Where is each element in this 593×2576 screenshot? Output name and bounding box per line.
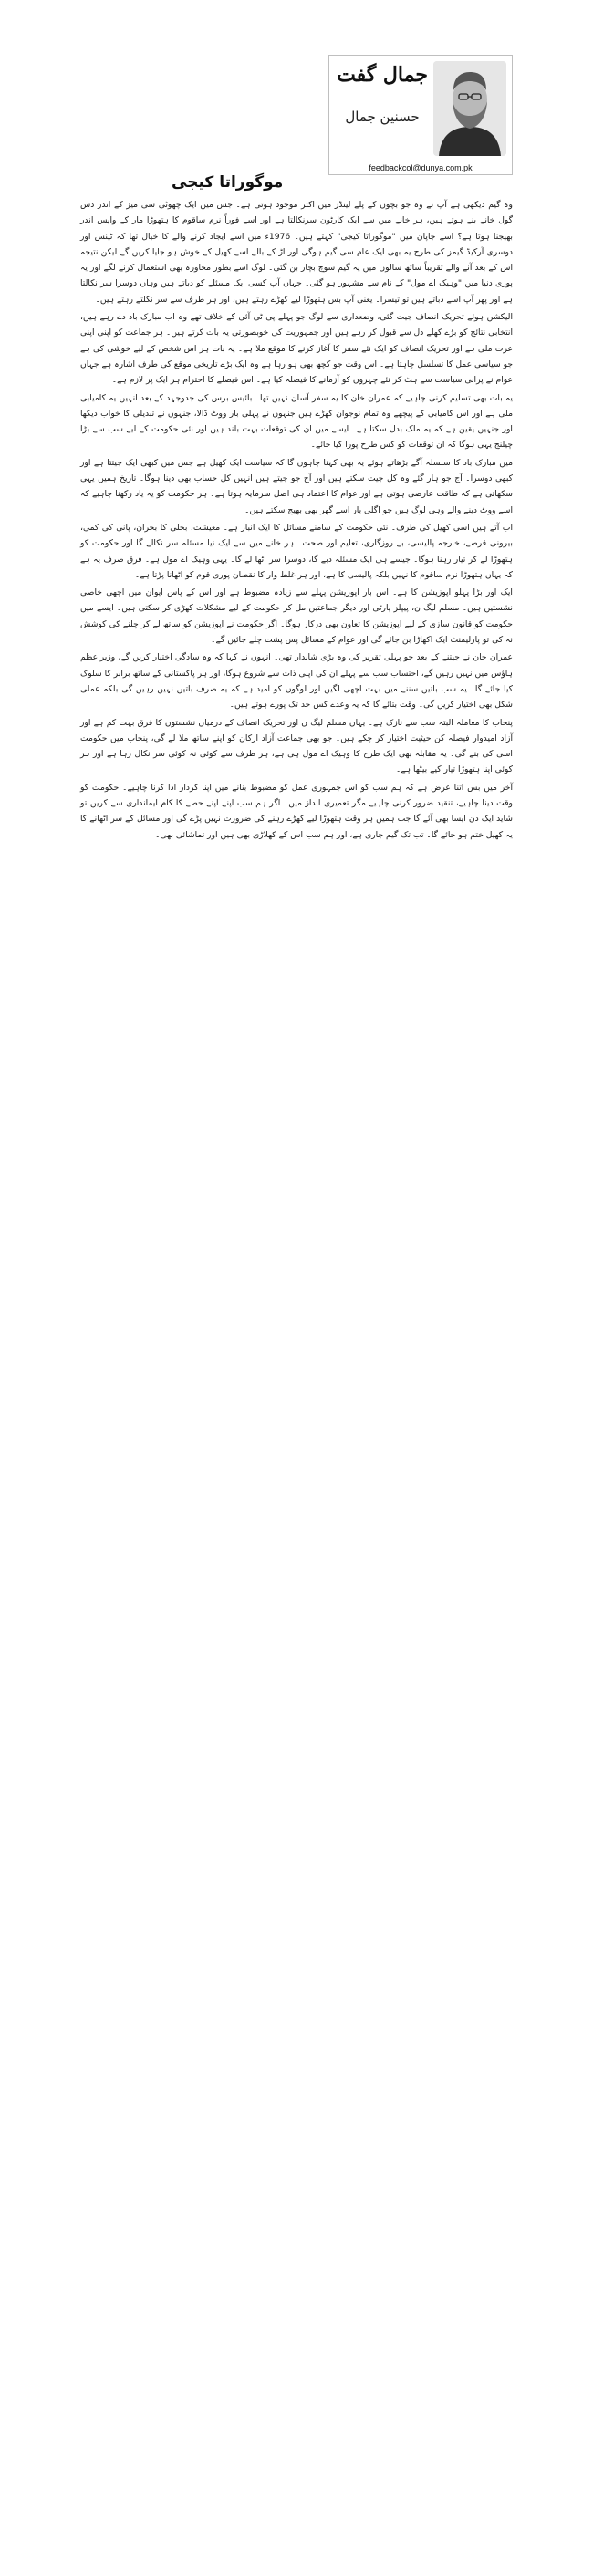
author-name: حسنین جمال xyxy=(345,109,420,125)
author-email: feedbackcol@dunya.com.pk xyxy=(369,163,473,172)
newspaper-column xyxy=(80,0,513,2576)
column-headline: موگوراتا کیجی xyxy=(172,173,284,192)
author-portrait xyxy=(433,61,506,156)
article-paragraph: وہ گیم دیکھی ہے آپ نے وہ جو بچوں کے پلے لینڈز میں اکثر موجود ہوتی ہے۔ جس میں ایک چھوٹی سی میز کے اندر دس گول خانے بنے ہوتے ہیں، ہر خانے میں سے ایک کارٹون سرنکالتا ہے اور اسے فوراً نرم ساقوم کا ہتھوڑا مار کے واپس اندر بھیجنا ہوتا ہے؟ اسے جاپان میں "موگوراتا کیجی" کہتے ہیں۔ 1976ء میں اسے ایجاد کرنے والے کا خیال تھا کہ ٹینس اور دوسری آرکیڈ گیمز کی طرح یہ بھی ایک عام سی گیم ہوگی اور اڑ کے بالے اسے کھیل کے خوش ہو جایا کریں گے لیکن نتیجہ اس کے بعد آنے والے تقریباً ساتھ سالوں میں یہ گیم سوچ بچار بن گئی۔ لوگ اسے بطور محاورہ بھی استعمال کرنے لگے اور یہ پوری دنیا میں "وہیک اے مول" کے نام سے مشہور ہو گئی۔ جہاں آپ کسی ایک مسئلے کو دباتے ہیں وہاں دوسرا سر نکالتا ہے اور پھر آپ اسے دباتے ہیں تو تیسرا۔ یعنی آپ بس ہتھوڑا لیے کھڑے رہتے ہیں، اور ہر طرف سے سر نکلتے رہتے ہیں۔ xyxy=(80,200,513,305)
article-paragraph: میں مبارک باد کا سلسلہ آگے بڑھاتے ہوئے یہ بھی کہنا چاہوں گا کہ سیاست ایک کھیل ہے جس میں کبھی ایک جیتتا ہے اور کبھی دوسرا۔ آج جو ہار گئے وہ کل جیت سکتے ہیں اور آج جو جیتے ہیں انہیں کل حساب بھی دینا ہوگا۔ تاریخ ہمیں یہی سکھاتی ہے کہ طاقت عارضی ہوتی ہے اور عوام کا اعتماد ہی اصل سرمایہ ہوتا ہے۔ ہر حکومت کو یہ یاد رکھنا چاہیے کہ اسے ووٹ دینے والے وہی لوگ ہیں جو اگلی بار اسے گھر بھی بھیج سکتے ہیں۔ xyxy=(80,457,513,515)
column-header xyxy=(80,0,513,197)
column-brand-title: جمال گفت xyxy=(337,63,428,87)
article-paragraph: الیکشن ہوئے تحریک انصاف جیت گئی، وضعداری سے لوگ جو پہلے پی ٹی آئی کے خلاف تھے وہ اب مبارک باد دے رہے ہیں، انتخابی نتائج کو بڑے کھلے دل سے قبول کر رہے ہیں اور جمہوریت کی خوبصورتی یہ بات کرتے ہیں۔ ہر جماعت کو اپنی اپنی عزت ملی ہے اور تحریک انصاف کو ایک نئے سفر کا آغاز کرنے کا موقع ملا ہے۔ یہ بات ہر اس شخص کے لیے خوشی کی ہے جو سیاسی عمل کا تسلسل چاہتا ہے۔ اس وقت جو کچھ بھی ہو رہا ہے وہ ایک بڑے تاریخی موقع کی طرف اشارہ ہے جہاں عوام نے پرانی سیاست سے ہٹ کر نئے چہروں کو آزمانے کا فیصلہ کیا ہے۔ اس فیصلے کا احترام ہر ایک پر لازم ہے۔ xyxy=(80,312,513,386)
article-paragraph: پنجاب کا معاملہ البتہ سب سے نازک ہے۔ یہاں مسلم لیگ ن اور تحریک انصاف کے درمیان نشستوں کا فرق بہت کم ہے اور آزاد امیدوار فیصلہ کن حیثیت اختیار کر چکے ہیں۔ جو بھی جماعت آزاد ارکان کو اپنے ساتھ ملا لے گی، پنجاب میں حکومت اسی کی بنے گی۔ یہ مقابلہ بھی ایک طرح کا وہیک اے مول ہی ہے، ہر طرف سے کوئی نہ کوئی سر نکال رہا ہے اور ہر کوئی اپنا ہتھوڑا تیار کیے بیٹھا ہے۔ xyxy=(80,717,513,775)
article-paragraph: ایک اور بڑا پہلو اپوزیشن کا ہے۔ اس بار اپوزیشن پہلے سے زیادہ مضبوط ہے اور اس کے پاس ایوان میں اچھی خاصی نشستیں ہیں۔ مسلم لیگ ن، پیپلز پارٹی اور دیگر جماعتیں مل کر حکومت کے لیے مشکلات کھڑی کر سکتی ہیں۔ ایسے میں حکومت کو قانون سازی کے لیے اپوزیشن کا تعاون بھی درکار ہوگا۔ اگر حکومت نے اپوزیشن کو ساتھ لے کر چلنے کی کوشش نہ کی تو پارلیمنٹ ایک اکھاڑا بن جائے گی اور عوام کے مسائل پس پشت چلے جائیں گے۔ xyxy=(80,587,513,646)
article-body xyxy=(80,197,513,843)
article-paragraph: آخر میں بس اتنا عرض ہے کہ ہم سب کو اس جمہوری عمل کو مضبوط بنانے میں اپنا کردار ادا کرنا چاہیے۔ حکومت کو وقت دینا چاہیے، تنقید ضرور کرنی چاہیے مگر تعمیری انداز میں۔ اگر ہم سب اپنے اپنے حصے کا کام ایمانداری سے کریں تو شاید ایک دن ایسا بھی آئے گا جب ہمیں ہر وقت ہتھوڑا لیے کھڑے رہنے کی ضرورت نہیں پڑے گی اور مسائل کے سر اٹھانے کا یہ کھیل ختم ہو جائے گا۔ تب تک گیم جاری ہے، اور ہم سب اس کے کھلاڑی بھی ہیں اور تماشائی بھی۔ xyxy=(80,782,513,840)
author-box xyxy=(328,55,513,175)
article-paragraph: عمران خان نے جیتنے کے بعد جو پہلی تقریر کی وہ بڑی شاندار تھی۔ انہوں نے کہا کہ وہ سادگی اختیار کریں گے، وزیراعظم ہاؤس میں نہیں رہیں گے، احتساب سب سے پہلے ان کی اپنی ذات سے شروع ہوگا، اور ہر پاکستانی کے ساتھ برابر کا سلوک کیا جائے گا۔ یہ سب باتیں سننے میں بہت اچھی لگیں اور لوگوں کو امید ہے کہ یہ صرف باتیں نہیں رہیں گی بلکہ عملی شکل بھی اختیار کریں گی۔ وقت بتائے گا کہ یہ وعدے کس حد تک پورے ہوتے ہیں۔ xyxy=(80,652,513,711)
author-portrait-graphic xyxy=(433,61,506,156)
article-paragraph: اب آتے ہیں اسی کھیل کی طرف۔ نئی حکومت کے سامنے مسائل کا ایک انبار ہے۔ معیشت، بجلی کا بحران، پانی کی کمی، بیرونی قرضے، خارجہ پالیسی، بے روزگاری، تعلیم اور صحت۔ ہر خانے میں سے ایک نیا مسئلہ سر نکالے گا اور حکومت کو ہتھوڑا لے کر تیار رہنا ہوگا۔ جیسے ہی ایک مسئلہ دبے گا، دوسرا سر اٹھا لے گا۔ یہی وہیک اے مول ہے۔ فرق صرف یہ ہے کہ یہاں ہتھوڑا نرم ساقوم کا نہیں بلکہ پالیسی کا ہے، اور ہر غلط وار کا نقصان پوری قوم کو اٹھانا پڑتا ہے۔ xyxy=(80,522,513,580)
article-paragraph: یہ بات بھی تسلیم کرنی چاہیے کہ عمران خان کا یہ سفر آسان نہیں تھا۔ بائیس برس کی جدوجہد کے بعد انہیں یہ کامیابی ملی ہے اور اس کامیابی کے پیچھے وہ تمام نوجوان کھڑے ہیں جنہوں نے پہلی بار ووٹ ڈالا، جنہوں نے تبدیلی کا خواب دیکھا اور جنہیں یقین ہے کہ یہ ملک بدل سکتا ہے۔ ایسے میں ان کی توقعات بہت بلند ہیں اور نئی حکومت کے لیے سب سے بڑا چیلنج یہی ہوگا کہ ان توقعات کو کس طرح پورا کیا جائے۔ xyxy=(80,392,513,451)
